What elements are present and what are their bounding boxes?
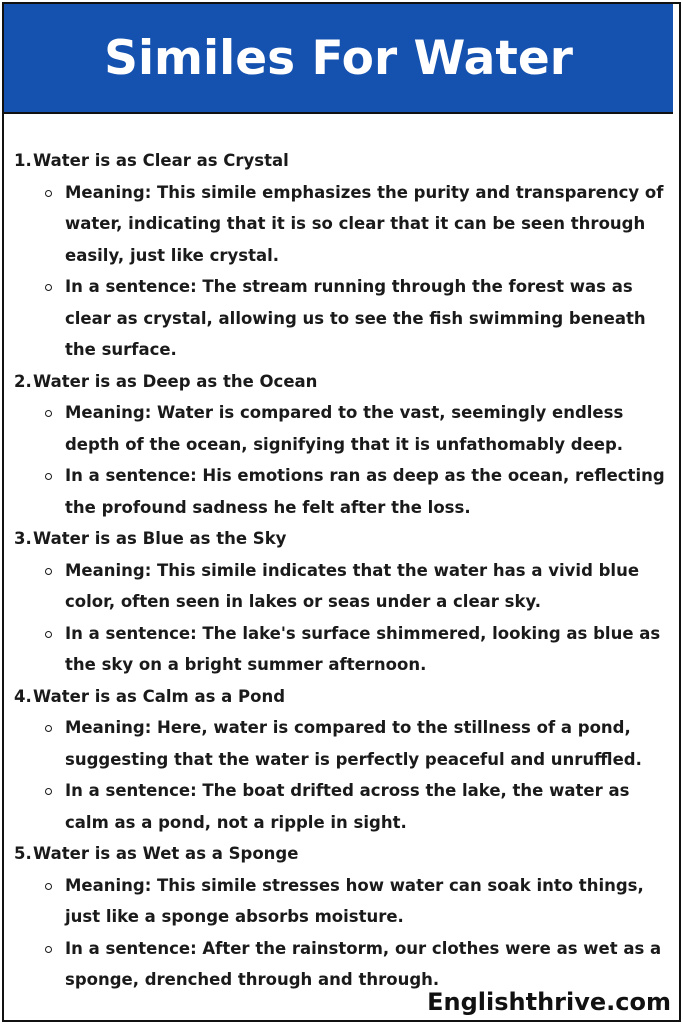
simile-title: Water is as Blue as the Sky (33, 529, 287, 548)
meaning-bullet (14, 870, 670, 933)
circle-bullet-icon (45, 190, 52, 197)
sentence-bullet (14, 618, 670, 681)
meaning-text: Meaning: This simile indicates that the water has a vivid blue color, often seen in lakes or seas under a clear sky. (65, 560, 640, 611)
site-watermark: Englishthrive.com (427, 988, 671, 1016)
sentence-bullet (14, 460, 670, 523)
item-number: 1. (14, 151, 32, 170)
sentence-text: In a sentence: The stream running through the forest was as clear as crystal, allowing us to see the fish swimming beneath the surface. (65, 277, 646, 359)
circle-bullet-icon (45, 284, 52, 291)
item-number: 3. (14, 529, 32, 548)
meaning-text: Meaning: This simile emphasizes the purity and transparency of water, indicating that it is so clear that it can be seen through easily, just like crystal. (65, 182, 664, 265)
simile-title: Water is as Clear as Crystal (33, 151, 289, 170)
circle-bullet-icon (45, 788, 52, 795)
meaning-bullet (14, 397, 670, 460)
meaning-bullet (14, 712, 670, 775)
simile-heading (14, 523, 670, 555)
title-banner (4, 4, 673, 114)
simile-heading (14, 366, 670, 398)
simile-title: Water is as Calm as a Pond (33, 686, 286, 706)
circle-bullet-icon (45, 410, 52, 417)
simile-item-1 (14, 145, 670, 366)
meaning-bullet (14, 177, 670, 272)
item-number: 4. (14, 686, 32, 706)
sentence-bullet (14, 775, 670, 838)
meaning-text: Meaning: Here, water is compared to the stillness of a pond, suggesting that the water is perfectly peaceful and unruffled. (65, 718, 642, 769)
circle-bullet-icon (45, 883, 52, 890)
simile-item-4 (14, 681, 670, 839)
meaning-text: Meaning: Water is compared to the vast, seemingly endless depth of the ocean, signifying that it is unfathomably deep. (65, 403, 624, 454)
sentence-text: In a sentence: The lake's surface shimmered, looking as blue as the sky on a bright summer afternoon. (65, 623, 661, 674)
similes-list (14, 145, 670, 996)
simile-item-2 (14, 366, 670, 524)
sentence-text: In a sentence: After the rainstorm, our clothes were as wet as a sponge, drenched through and through. (65, 938, 662, 989)
circle-bullet-icon (45, 631, 52, 638)
sentence-bullet (14, 271, 670, 366)
sentence-text: In a sentence: His emotions ran as deep as the ocean, reflecting the profound sadness he felt after the loss. (65, 466, 665, 517)
circle-bullet-icon (45, 946, 52, 953)
circle-bullet-icon (45, 568, 52, 575)
meaning-bullet (14, 555, 670, 618)
simile-item-3 (14, 523, 670, 681)
sentence-text: In a sentence: The boat drifted across the lake, the water as calm as a pond, not a ripple in sight. (65, 781, 630, 832)
simile-title: Water is as Wet as a Sponge (33, 844, 299, 863)
simile-title: Water is as Deep as the Ocean (33, 371, 318, 391)
item-number: 5. (14, 844, 32, 863)
item-number: 2. (14, 371, 32, 391)
simile-heading (14, 838, 670, 870)
page-title: Similes For Water (104, 30, 573, 86)
circle-bullet-icon (45, 725, 52, 732)
simile-item-5 (14, 838, 670, 996)
meaning-text: Meaning: This simile stresses how water can soak into things, just like a sponge absorbs moisture. (65, 875, 644, 926)
simile-heading (14, 145, 670, 177)
circle-bullet-icon (45, 473, 52, 480)
simile-heading (14, 681, 670, 713)
sentence-bullet (14, 933, 670, 996)
